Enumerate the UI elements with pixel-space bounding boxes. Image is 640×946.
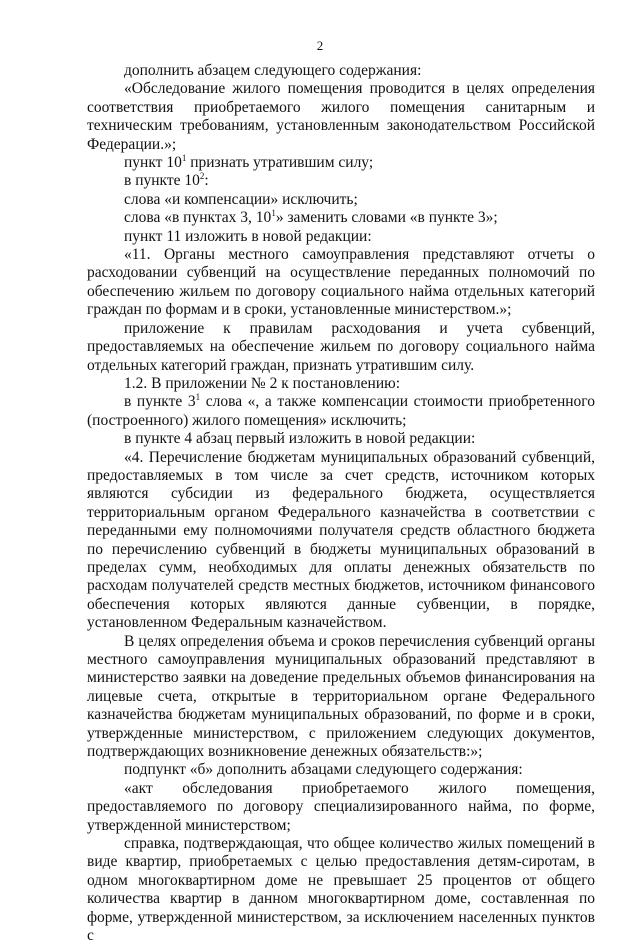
paragraph-10: 1.2. В приложении № 2 к постановлению: [124,374,401,392]
paragraph-17: справка, подтверждающая, что общее количество жилых помещений в виде квартир, приобретаемых с целью предоставления детям-сиротам, в одном многоквартирном доме не превышает 25 процентов от общего количества квартир в данном многоквартирном доме, составленная по форме, утвержденной министерством, за исключением населенных пунктов с [87,835,595,945]
paragraph-6: слова «в пунктах 3, $10^1$» заменить словами «в пункте 3»; [124,208,498,227]
paragraph-1: дополнить абзацем следующего содержания: [124,62,422,79]
paragraph-5: слова «и компенсации» исключить; [124,190,358,208]
paragraph-2: «Обследование жилого помещения проводится в целях определения соответствия приобретаемого жилого помещения санитарным и техническим требованиям, установленным законодательством Российской Федерации.»; [87,80,595,153]
paragraph-7: пункт 11 изложить в новой редакции: [124,227,372,245]
paragraph-16: «акт обследования приобретаемого жилого помещения, предоставляемого по договору специализированного найма, по форме, утвержденной министерством; [87,779,595,834]
paragraph-11: в пункте $3^1$ слова «, а также компенсации стоимости приобретенного (построенного) жилого помещения» исключить; [87,392,596,429]
paragraph-14: В целях определения объема и сроков перечисления субвенций органы местного самоуправления муниципальных образований представляют в министерство заявки на доведение предельных объемов финансирования на лицевые счета, открытые в территориальном органе Федерального казначейства бюджетам муниципальных образований, по форме и в сроки, утвержденные министерством, с приложением следующих документов, подтверждающих возникновение денежных обязательств:»; [87,632,595,761]
paragraph-3: пункт $10^1$ признать утратившим силу; [124,153,374,172]
paragraph-15: подпункт «б» дополнить абзацами следующего содержания: [124,761,523,779]
paragraph-9: приложение к правилам расходования и учета субвенций, предоставляемых на обеспечение жильем по договору социального найма отдельных категорий граждан, признать утратившим силу. [87,319,595,374]
document-body [87,62,595,946]
paragraph-4: в пункте $10^2$: [124,171,209,190]
paragraph-12: в пункте 4 абзац первый изложить в новой редакции: [124,430,476,448]
page-number: 2 [316,38,324,53]
paragraph-8: «11. Органы местного самоуправления представляют отчеты о расходовании субвенций на осуществление переданных полномочий по обеспечению жильем по договору социального найма отдельных категорий граждан по формам и в сроки, установленные министерством.»; [87,246,595,319]
paragraph-13: «4. Перечисление бюджетам муниципальных образований субвенций, предоставляемых в том числе за счет средств, источником которых являются субсидии из федерального бюджета, осуществляется территориальным органом Федерального казначейства в соответствии с переданными ему полномочиями получателя средств областного бюджета по перечислению субвенций в бюджеты муниципальных образований в пределах сумм, необходимых для оплаты денежных обязательств по расходам получателей средств местных бюджетов, источником финансового обеспечения которых являются данные субвенции, в порядке, установленном Федеральным казначейством. [87,448,595,632]
